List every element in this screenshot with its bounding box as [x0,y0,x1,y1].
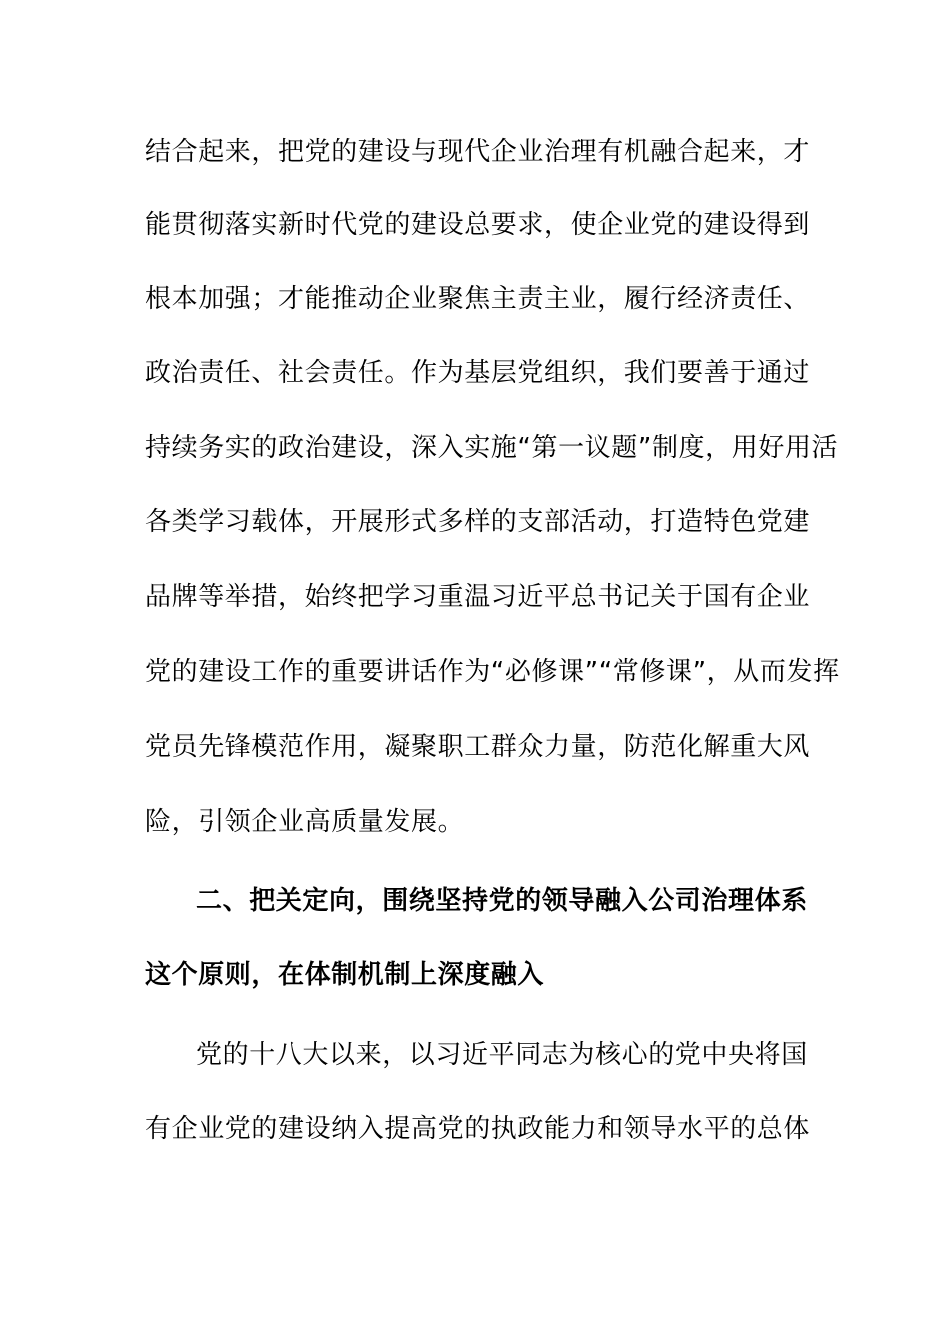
body-text-line: 结合起来，把党的建设与现代企业治理有机融合起来，才 [145,137,811,167]
body-text-line: 有企业党的建设纳入提高党的执政能力和领导水平的总体 [145,1114,811,1144]
body-text-line: 持续务实的政治建设，深入实施“第一议题”制度，用好用活 [145,433,839,463]
body-text-line: 品牌等举措，始终把学习重温习近平总书记关于国有企业 [145,582,811,612]
section-heading-line: 二、把关定向，围绕坚持党的领导融入公司治理体系 [196,886,808,916]
body-text-line: 险，引领企业高质量发展。 [145,807,465,837]
body-text-line: 能贯彻落实新时代党的建设总要求，使企业党的建设得到 [145,210,811,240]
section-heading-line: 这个原则，在体制机制上深度融入 [145,960,545,990]
body-text-line: 党员先锋模范作用，凝聚职工群众力量，防范化解重大风 [145,732,811,762]
body-text-line: 根本加强；才能推动企业聚焦主责主业，履行经济责任、 [145,284,811,314]
body-text-line: 党的建设工作的重要讲话作为“必修课”“常修课”，从而发挥 [145,657,840,687]
body-text-line: 政治责任、社会责任。作为基层党组织，我们要善于通过 [145,358,811,388]
body-text-line: 各类学习载体，开展形式多样的支部活动，打造特色党建 [145,507,811,537]
body-text-line: 党的十八大以来，以习近平同志为核心的党中央将国 [196,1040,808,1070]
